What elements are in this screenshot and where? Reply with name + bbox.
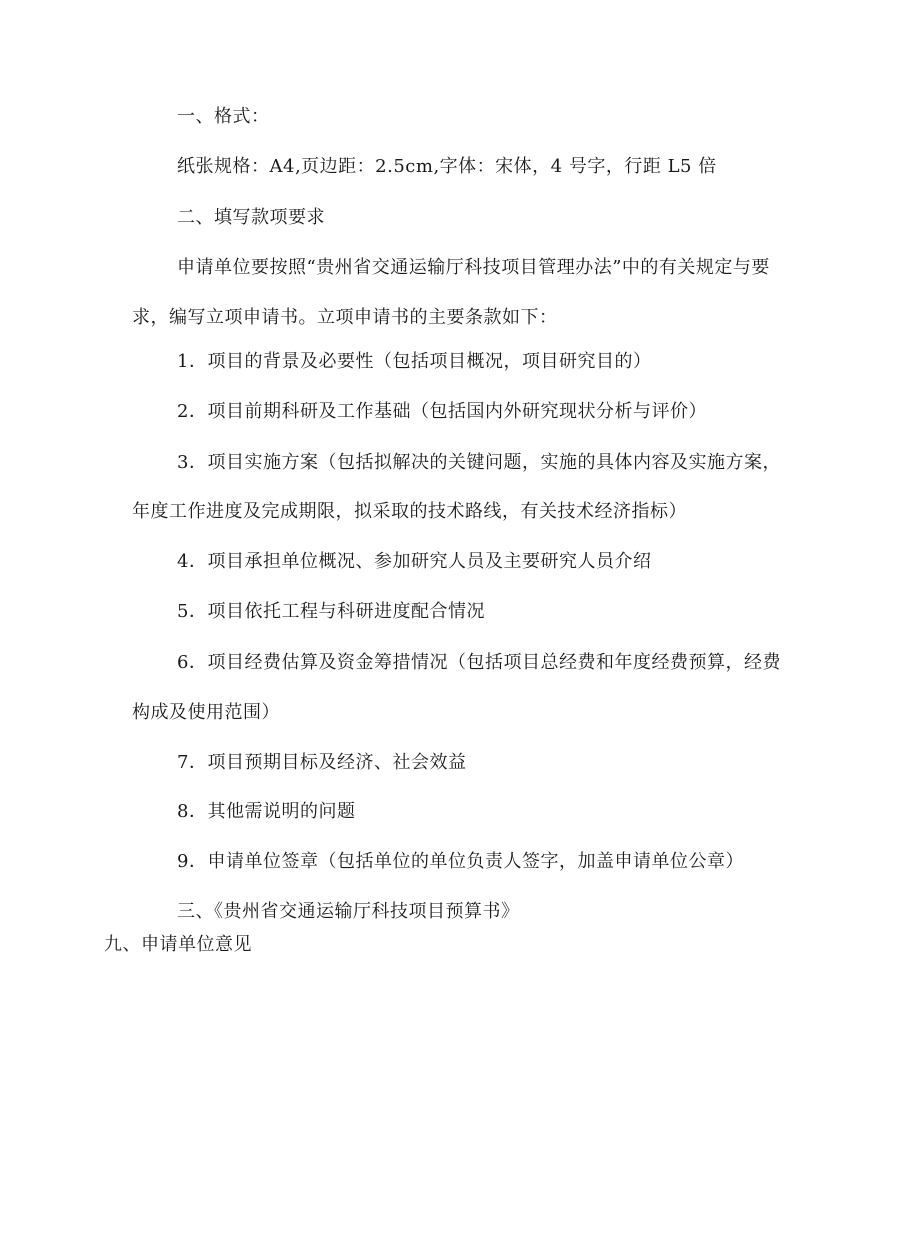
heading-applicant-opinion: 九、申请单位意见 bbox=[104, 934, 252, 955]
heading-format: 一、格式： bbox=[177, 106, 270, 127]
list-item-3-continued: 年度工作进度及完成期限，拟采取的技术路线，有关技术经济指标） bbox=[132, 501, 687, 522]
list-item-6-continued: 构成及使用范围） bbox=[132, 702, 280, 723]
paragraph-intro: 申请单位要按照“贵州省交通运输厅科技项目管理办法”中的有关规定与要 bbox=[177, 257, 770, 278]
list-item-2: 2．项目前期科研及工作基础（包括国内外研究现状分析与评价） bbox=[177, 401, 707, 422]
heading-fill-requirements: 二、填写款项要求 bbox=[177, 207, 325, 228]
heading-budget-book: 三、《贵州省交通运输厅科技项目预算书》 bbox=[177, 901, 520, 922]
list-item-7: 7．项目预期目标及经济、社会效益 bbox=[177, 752, 467, 773]
paragraph-intro-continued: 求，编写立项申请书。立项申请书的主要条款如下： bbox=[132, 307, 558, 328]
list-item-1: 1．项目的背景及必要性（包括项目概况，项目研究目的） bbox=[177, 351, 652, 372]
list-item-6: 6．项目经费估算及资金筹措情况（包括项目总经费和年度经费预算，经费 bbox=[177, 652, 781, 673]
list-item-4: 4．项目承担单位概况、参加研究人员及主要研究人员介绍 bbox=[177, 551, 652, 572]
paragraph-paper-spec: 纸张规格：A4,页边距：2.5cm,字体：宋体，4 号字，行距 L5 倍 bbox=[177, 156, 717, 177]
list-item-5: 5．项目依托工程与科研进度配合情况 bbox=[177, 601, 485, 622]
list-item-3: 3．项目实施方案（包括拟解决的关键问题，实施的具体内容及实施方案， bbox=[177, 452, 781, 473]
list-item-9: 9．申请单位签章（包括单位的单位负责人签字，加盖申请单位公章） bbox=[177, 851, 744, 872]
list-item-8: 8．其他需说明的问题 bbox=[177, 801, 356, 822]
